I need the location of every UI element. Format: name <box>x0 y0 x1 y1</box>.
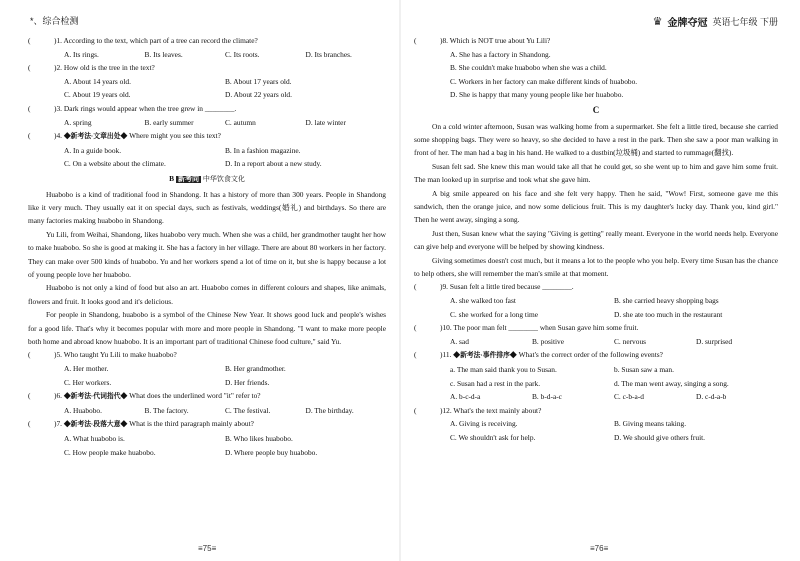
passage-paragraph: Huabobo is not only a kind of food but also an art. Huabobo comes in different colours and shapes, like animals, flowers and fruit. It looks good and it's delicious. <box>28 283 386 306</box>
question-9: ( )9. Susan felt a little tired because ________. <box>414 282 574 292</box>
passage-paragraph: Just then, Susan knew what the saying "Giving is getting" really meant. Everyone in the world needs help. Everyone can give help and everyone will be helped by showing kindness. <box>414 228 778 252</box>
option[interactable]: A. Its rings. <box>64 49 99 59</box>
option[interactable]: A. Huabobo. <box>64 405 102 415</box>
option[interactable]: D. In a report about a new study. <box>225 159 322 169</box>
option[interactable]: A. Her mother. <box>64 364 109 373</box>
option[interactable]: B. Her grandmother. <box>225 364 286 373</box>
question-3: ( )3. Dark rings would appear when the tree grew in ________. <box>28 103 237 113</box>
option[interactable]: C. Its roots. <box>225 49 260 59</box>
passage-paragraph: On a cold winter afternoon, Susan was walking home from a supermarket. She felt a little tired, because she carried some shopping bags. They were so heavy, so she decided to have a rest in the park. Then she saw a poor man walking in front of her. The man had a bag in his hand. He walked to a dustbin(垃圾桶) and started to rummage(翻找). <box>414 121 778 158</box>
option[interactable]: D. Its branches. <box>305 49 352 59</box>
option[interactable]: D. c-d-a-b <box>696 392 727 402</box>
option[interactable]: B. Its leaves. <box>144 49 183 59</box>
option[interactable]: D. surprised <box>696 336 733 346</box>
question-6: ( )6. ◆新考法·代词指代◆ What does the underlined word "it" refer to? <box>28 391 261 401</box>
option[interactable]: A. In a guide book. <box>64 145 122 155</box>
question-2-options-b <box>64 88 386 102</box>
section-theme: 中华饮食文化 <box>202 175 245 183</box>
section-tag: 新考向 <box>177 175 199 183</box>
question-10-options <box>450 335 778 349</box>
question-badge: ◆新考法·事件排序◆ <box>453 352 517 360</box>
passage-paragraph: Yu Lili, from Weihai, Shandong, likes huabobo very much. When she was a child, her grandmother taught her how to make huabobo. So she is good at making it. She has a factory in her village. There are about 80 workers in her factory. They can make over 500 kinds of huabobo. Yu and her workers spend a lot of time on it, but she is happy because a lot of young people love her huabobo. <box>28 229 386 279</box>
option[interactable]: D. The birthday. <box>305 405 354 415</box>
question-11-events-b <box>450 377 778 391</box>
question-4-options-b <box>64 157 386 171</box>
question-5-options <box>64 362 386 376</box>
option[interactable]: D. Her friends. <box>225 377 270 387</box>
question-2: ( )2. How old is the tree in the text? <box>28 63 155 73</box>
option[interactable]: B. In a fashion magazine. <box>225 145 301 155</box>
crown-icon: ♛ <box>652 16 663 28</box>
option[interactable]: A. she walked too fast <box>450 296 516 306</box>
event-item: a. The man said thank you to Susan. <box>450 365 557 374</box>
section-b-heading: B 新考向 中华饮食文化 <box>169 173 245 183</box>
book-title: 英语七年级 下册 <box>712 17 778 27</box>
event-item: b. Susan saw a man. <box>614 365 674 374</box>
option[interactable]: D. She is happy that many young people like her huabobo. <box>450 90 624 100</box>
question-badge: ◆新考法·代词指代◆ <box>63 393 128 401</box>
option[interactable]: A. What huabobo is. <box>64 433 125 443</box>
option[interactable]: A. spring <box>64 117 92 127</box>
option[interactable]: C. Workers in her factory can make different kinds of huabobo. <box>450 76 638 86</box>
question-12-options <box>450 417 778 431</box>
event-item: d. The man went away, singing a song. <box>614 378 729 388</box>
passage-paragraph: Susan felt sad. She knew this man would take all that he could get, so she went up to him and gave him some fruit. The man looked up in surprise and took what she gave him. <box>414 161 778 185</box>
question-badge: ◆新考法·文章出处◆ <box>63 133 128 141</box>
option[interactable]: B. The factory. <box>144 405 189 415</box>
option[interactable]: C. she worked for a long time <box>450 309 539 319</box>
question-12-options-b <box>450 431 778 445</box>
right-content <box>414 34 778 445</box>
option[interactable]: B. She couldn't make huabobo when she was a child. <box>450 63 607 73</box>
right-header <box>653 14 778 29</box>
option[interactable]: C. On a website about the climate. <box>64 159 166 169</box>
option[interactable]: D. About 22 years old. <box>225 90 292 100</box>
question-5: ( )5. Who taught Yu Lili to make huabobo? <box>28 350 177 360</box>
question-7-options-b <box>64 446 386 460</box>
passage-paragraph: Huabobo is a kind of traditional food in Shandong. It has a history of more than 300 years. People in Shandong like it very much. They usually eat it on special days, such as festivals, weddings(婚礼) and birthdays. So there are many factories making huabobo in Shandong. <box>28 189 386 226</box>
question-10: ( )10. The poor man felt ________ when Susan gave him some fruit. <box>414 323 639 333</box>
question-2-options <box>64 75 386 89</box>
option[interactable]: B. early summer <box>144 117 194 127</box>
question-1-options <box>64 48 386 62</box>
passage-paragraph: For people in Shandong, huabobo is a symbol of the Chinese New Year. It shows good luck and people's wishes for a good life. That's why it becomes popular with more and more people in Shandong. "I want to make more people both home and abroad know huabobo. It is an important part of traditional Chinese food culture," said Yu. <box>28 310 386 346</box>
option[interactable]: B. About 17 years old. <box>225 76 292 86</box>
option[interactable]: A. About 14 years old. <box>64 76 131 86</box>
question-badge: ◆新考法·段落大意◆ <box>63 421 128 429</box>
question-12: ( )12. What's the text mainly about? <box>414 405 542 415</box>
page-number: ≡75≡ <box>198 544 217 553</box>
passage-paragraph: Giving sometimes doesn't cost much, but it means a lot to the people who you help. Every time Susan has the chance to help others, she will remember the man's smile at that moment. <box>414 255 778 279</box>
option[interactable]: D. late winter <box>305 117 346 127</box>
option[interactable]: C. Her workers. <box>64 377 112 387</box>
question-1: ( )1. According to the text, which part of a tree can record the climate? <box>28 36 258 45</box>
question-9-options-b <box>450 308 778 322</box>
question-8: ( )8. Which is NOT true about Yu Lili? <box>414 36 551 45</box>
section-c-heading: C <box>592 104 600 115</box>
option[interactable]: B. Giving means taking. <box>614 419 687 429</box>
right-page <box>400 0 800 561</box>
option[interactable]: B. she carried heavy shopping bags <box>614 296 719 306</box>
option[interactable]: C. c-b-a-d <box>614 392 644 402</box>
option[interactable]: A. She has a factory in Shandong. <box>450 49 551 59</box>
option[interactable]: A. Giving is receiving. <box>450 419 518 429</box>
option[interactable]: C. The festival. <box>225 405 271 415</box>
left-header: *、综合检测 <box>30 16 79 26</box>
option[interactable]: D. she ate too much in the restaurant <box>614 309 723 319</box>
option[interactable]: A. b-c-d-a <box>450 392 481 402</box>
brand-name: 金牌夺冠 <box>667 18 708 29</box>
option[interactable]: B. Who likes huabobo. <box>225 433 293 443</box>
question-5-options-b <box>64 376 386 390</box>
option[interactable]: D. Where people buy huabobo. <box>225 447 318 457</box>
option[interactable]: C. We shouldn't ask for help. <box>450 432 536 442</box>
page-number: ≡76≡ <box>590 544 609 553</box>
event-item: c. Susan had a rest in the park. <box>450 378 541 388</box>
option[interactable]: C. autumn <box>225 117 256 127</box>
option[interactable]: B. positive <box>532 336 565 346</box>
option[interactable]: C. About 19 years old. <box>64 90 131 100</box>
question-7-options <box>64 432 386 446</box>
question-4-options <box>64 144 386 158</box>
option[interactable]: B. b-d-a-c <box>532 392 562 402</box>
question-11: ( )11. ◆新考法·事件排序◆ What's the correct order of the following events? <box>414 350 663 360</box>
passage-paragraph: A big smile appeared on his face and she felt very happy. Then he said, "Wow! First, someone gave me this sandwich, then the orange juice, and now some delicious fruit. This is my daughter's lucky day. Thank you, kind girl." Then he went away, singing a song. <box>414 188 778 225</box>
option[interactable]: D. We should give others fruit. <box>614 432 706 442</box>
question-4: ( )4. ◆新考法·文章出处◆ Where might you see this text? <box>28 131 221 141</box>
option[interactable]: C. nervous <box>614 336 647 346</box>
option[interactable]: A. sad <box>450 336 469 346</box>
question-7: ( )7. ◆新考法·段落大意◆ What is the third paragraph mainly about? <box>28 419 254 429</box>
question-9-options <box>450 294 778 308</box>
question-3-options <box>64 116 386 130</box>
question-11-options <box>450 390 778 404</box>
option[interactable]: C. How people make huabobo. <box>64 447 156 457</box>
question-6-options <box>64 404 386 418</box>
left-content <box>28 34 386 459</box>
question-11-events <box>450 363 778 377</box>
